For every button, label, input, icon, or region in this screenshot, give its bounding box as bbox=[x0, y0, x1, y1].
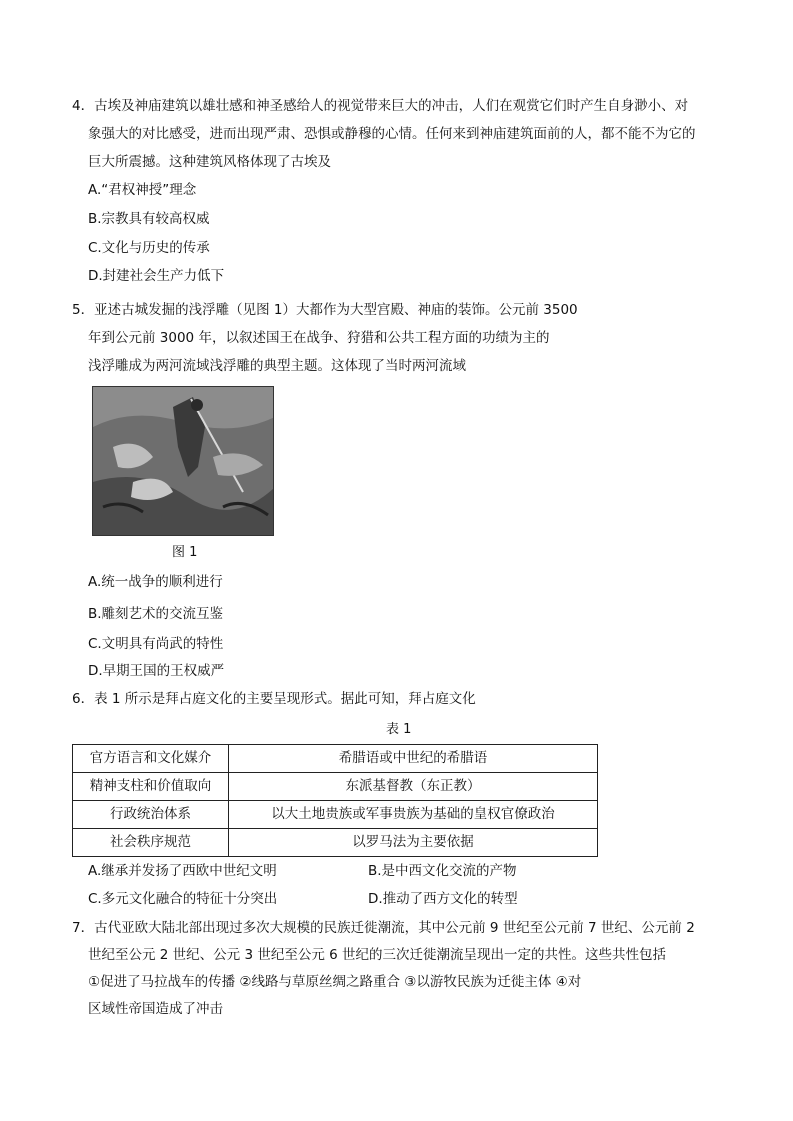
table-row bbox=[73, 745, 598, 773]
table-cell: 以罗马法为主要依据 bbox=[229, 829, 598, 857]
q6-option-a: A.继承并发扬了西欧中世纪文明 bbox=[88, 863, 277, 879]
q4-option-c: C.文化与历史的传承 bbox=[88, 240, 210, 256]
q4-line-3: 巨大所震撼。这种建筑风格体现了古埃及 bbox=[88, 154, 331, 170]
q7-line-1: 7．古代亚欧大陆北部出现过多次大规模的民族迁徙潮流，其中公元前 9 世纪至公元前 7 世纪、公元前 2 bbox=[72, 920, 695, 936]
q5-option-c: C.文明具有尚武的特性 bbox=[88, 636, 224, 652]
q4-line-1: 4．古埃及神庙建筑以雄壮感和神圣感给人的视觉带来巨大的冲击，人们在观赏它们时产生自身渺小、对 bbox=[72, 98, 689, 114]
table-row bbox=[73, 829, 598, 857]
q7-line-3: ①促进了马拉战车的传播 ②线路与草原丝绸之路重合 ③以游牧民族为迁徙主体 ④对 bbox=[88, 974, 582, 990]
q4-option-a: A.“君权神授”理念 bbox=[88, 182, 197, 198]
q5-line-2: 年到公元前 3000 年，以叙述国王在战争、狩猎和公共工程方面的功绩为主的 bbox=[88, 330, 550, 346]
table-cell: 希腊语或中世纪的希腊语 bbox=[229, 745, 598, 773]
table-cell: 精神支柱和价值取向 bbox=[73, 773, 229, 801]
table-cell: 行政统治体系 bbox=[73, 801, 229, 829]
q5-option-a: A.统一战争的顺利进行 bbox=[88, 574, 223, 590]
q7-line-2: 世纪至公元 2 世纪、公元 3 世纪至公元 6 世纪的三次迁徙潮流呈现出一定的共性。这些共性包括 bbox=[88, 947, 667, 963]
q4-option-b: B.宗教具有较高权威 bbox=[88, 211, 210, 227]
q7-line-4: 区域性帝国造成了冲击 bbox=[88, 1001, 223, 1017]
relief-figure-image bbox=[92, 386, 274, 536]
byzantine-culture-table bbox=[72, 744, 598, 857]
table-cell: 以大土地贵族或军事贵族为基础的皇权官僚政治 bbox=[229, 801, 598, 829]
table-cell: 社会秩序规范 bbox=[73, 829, 229, 857]
q6-line-1: 6．表 1 所示是拜占庭文化的主要呈现形式。据此可知，拜占庭文化 bbox=[72, 691, 476, 707]
table-row bbox=[73, 801, 598, 829]
figure-caption: 图 1 bbox=[172, 545, 198, 560]
table-caption: 表 1 bbox=[386, 722, 412, 737]
q5-line-1: 5．亚述古城发掘的浅浮雕（见图 1）大都作为大型宫殿、神庙的装饰。公元前 3500 bbox=[72, 302, 578, 318]
q4-option-d: D.封建社会生产力低下 bbox=[88, 268, 225, 284]
table-row bbox=[73, 773, 598, 801]
table-cell: 东派基督教（东正教） bbox=[229, 773, 598, 801]
q6-option-d: D.推动了西方文化的转型 bbox=[368, 891, 518, 907]
q5-option-b: B.雕刻艺术的交流互鉴 bbox=[88, 606, 224, 622]
table-cell: 官方语言和文化媒介 bbox=[73, 745, 229, 773]
q5-line-3: 浅浮雕成为两河流域浅浮雕的典型主题。这体现了当时两河流域 bbox=[88, 358, 466, 374]
q6-option-b: B.是中西文化交流的产物 bbox=[368, 863, 517, 879]
q6-option-c: C.多元文化融合的特征十分突出 bbox=[88, 891, 278, 907]
q4-line-2: 象强大的对比感受，进而出现严肃、恐惧或静穆的心情。任何来到神庙建筑面前的人，都不能不为它的 bbox=[88, 126, 696, 142]
q5-option-d: D.早期王国的王权威严 bbox=[88, 663, 225, 679]
